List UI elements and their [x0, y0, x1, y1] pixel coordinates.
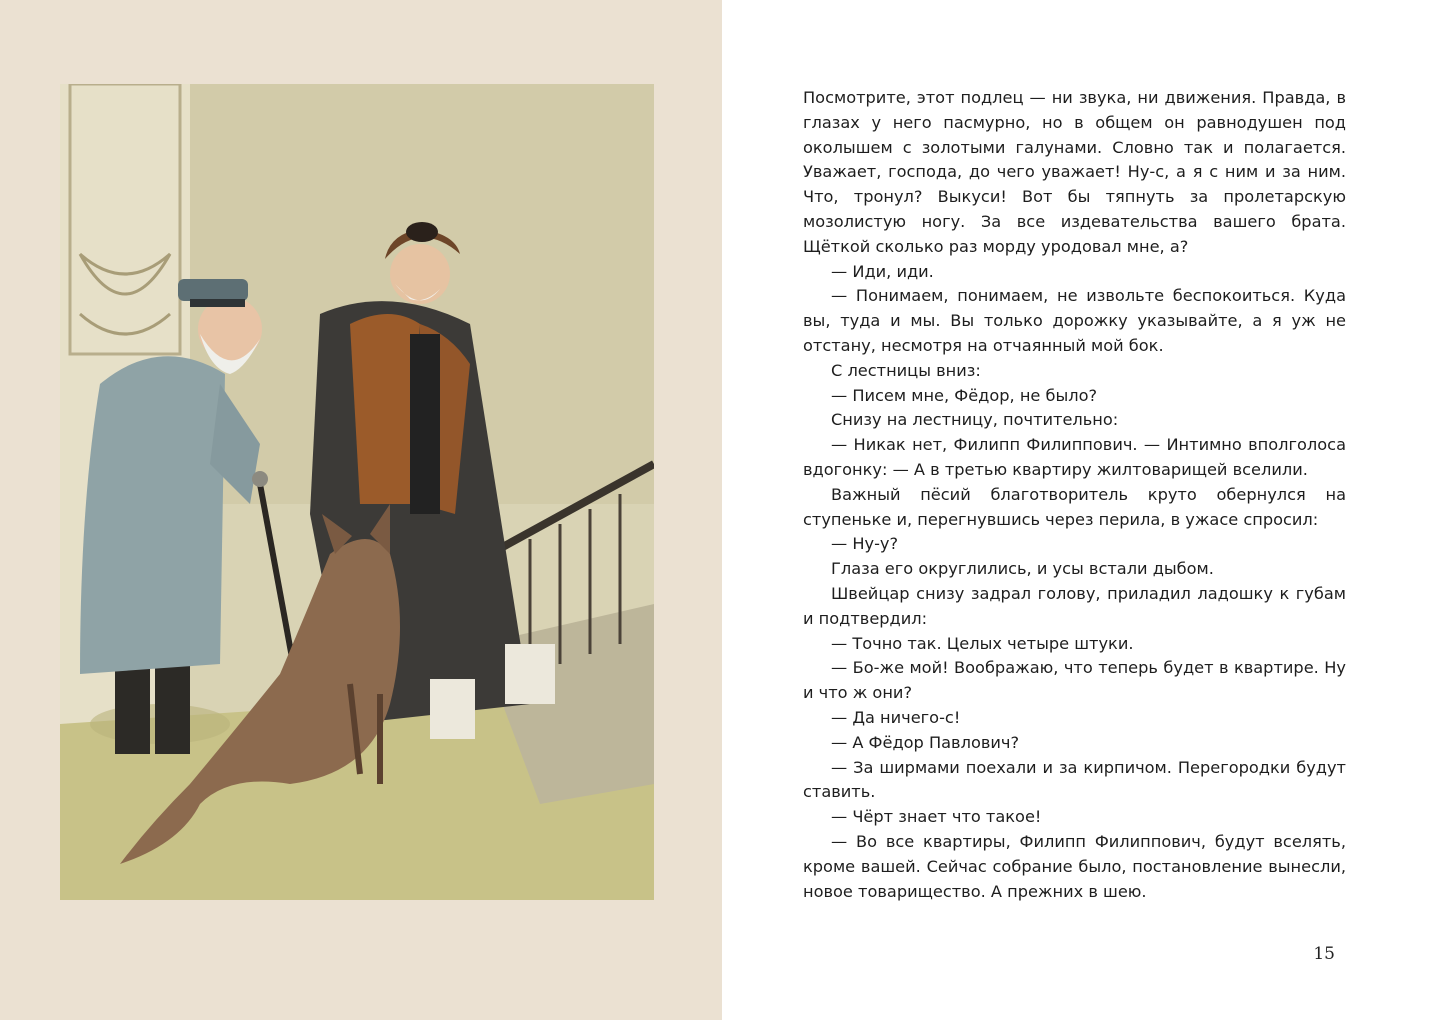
paragraph: — Никак нет, Филипп Филиппович. — Интимно вполголоса вдогонку: — А в третью квартиру жилтоварищей вселили.	[803, 435, 1346, 479]
page-number: 15	[1313, 944, 1335, 964]
paragraph: — Чёрт знает что такое!	[831, 807, 1042, 827]
book-illustration	[60, 84, 654, 900]
right-page	[722, 0, 1445, 1020]
paragraph: — А Фёдор Павлович?	[831, 732, 1020, 752]
paragraph: — Понимаем, понимаем, не извольте беспокоиться. Куда вы, туда и мы. Вы только дорожку указывайте, а я уж не отстану, несмотря на отчаянный мой бок.	[803, 286, 1346, 355]
paragraph: Посмотрите, этот подлец — ни звука, ни движения. Правда, в глазах у него пасмурно, но в общем он равнодушен под околышем с золотыми галунами. Словно так и полагается. Уважает, господа, до чего уважает! Ну-с, а я с ним и за ним. Что, тронул? Выкуси! Вот бы тяпнуть за пролетарскую мозолистую ногу. За все издевательства вашего брата. Щёткой сколько раз морду уродовал мне, а?	[803, 88, 1346, 256]
body-text	[803, 86, 1346, 904]
paragraph: — Точно так. Целых четыре штуки.	[831, 633, 1134, 653]
paragraph: — Бо-же мой! Воображаю, что теперь будет в квартире. Ну и что ж они?	[803, 658, 1346, 703]
left-page	[0, 0, 722, 1020]
paragraph: — Иди, иди.	[831, 261, 934, 281]
paragraph: — Писем мне, Фёдор, не было?	[831, 385, 1098, 405]
paragraph: — За ширмами поехали и за кирпичом. Перегородки будут ставить.	[803, 757, 1346, 802]
paragraph: — Ну-у?	[831, 534, 899, 554]
illustration-art-icon	[60, 84, 654, 900]
paragraph: — Во все квартиры, Филипп Филиппович, будут вселять, кроме вашей. Сейчас собрание было, постановление вынесли, новое товарищество. А прежних в шею.	[803, 831, 1346, 901]
paragraph: Снизу на лестницу, почтительно:	[831, 410, 1119, 430]
paragraph: Важный пёсий благотворитель круто обернулся на ступеньке и, перегнувшись через перила, в ужасе спросил:	[803, 484, 1346, 529]
paragraph: С лестницы вниз:	[831, 360, 981, 380]
paragraph: Швейцар снизу задрал голову, приладил ладошку к губам и подтвердил:	[803, 583, 1346, 628]
paragraph: Глаза его округлились, и усы встали дыбом.	[831, 559, 1214, 579]
paragraph: — Да ничего-с!	[831, 707, 961, 727]
